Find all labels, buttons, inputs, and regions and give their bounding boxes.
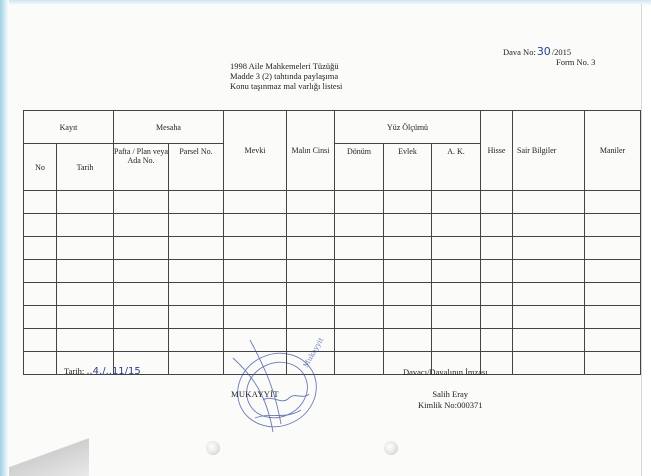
table-cell — [224, 283, 287, 306]
table-cell — [585, 329, 641, 352]
table-cell — [335, 191, 384, 214]
header-maniler: Maniler — [585, 111, 641, 191]
table-cell — [57, 260, 114, 283]
header-parsel — [169, 144, 224, 191]
table-cell — [335, 237, 384, 260]
table-cell — [224, 260, 287, 283]
table-cell — [335, 283, 384, 306]
table-cell — [513, 283, 585, 306]
table-cell — [335, 352, 384, 375]
table-cell — [114, 306, 169, 329]
table-cell — [585, 260, 641, 283]
table-cell — [432, 260, 481, 283]
table-cell — [169, 237, 224, 260]
table-cell — [335, 306, 384, 329]
header-donum-label: Dönüm — [347, 147, 371, 156]
title-line-1: 1998 Aile Mahkemeleri Tüzüğü — [230, 61, 339, 71]
table-cell — [114, 191, 169, 214]
table-row — [24, 260, 641, 283]
plaintiff-signature-label: Davacı/Davalının İmzası — [403, 367, 488, 377]
scan-edge-left — [0, 0, 9, 476]
table-cell — [24, 306, 57, 329]
table-row — [24, 306, 641, 329]
seal-text: Mukayyit — [301, 336, 326, 369]
table-cell — [481, 260, 513, 283]
table-cell — [57, 283, 114, 306]
signer-name: Salih Eray — [432, 389, 469, 399]
table-cell — [57, 306, 114, 329]
table-cell — [384, 191, 432, 214]
case-number-label: Dava No: — [503, 47, 536, 57]
table-cell — [513, 214, 585, 237]
table-cell — [287, 260, 335, 283]
table-cell — [481, 237, 513, 260]
table-cell — [384, 329, 432, 352]
title-line-3: Konu taşınmaz mal varlığı listesi — [230, 81, 343, 91]
table-cell — [384, 306, 432, 329]
mukayyit-label: MUKAYYİT — [231, 389, 279, 399]
table-cell — [384, 214, 432, 237]
table-cell — [57, 237, 114, 260]
table-cell — [114, 260, 169, 283]
table-row — [24, 283, 641, 306]
signer-block — [418, 389, 482, 411]
date-value: ..4./..11/15 — [86, 366, 141, 377]
header-pafta-label: Pafta / Plan veya Ada No. — [114, 147, 168, 165]
table-cell — [432, 283, 481, 306]
table-cell — [585, 352, 641, 375]
table-cell — [335, 329, 384, 352]
table-cell — [24, 237, 57, 260]
table-cell — [513, 352, 585, 375]
table-cell — [481, 306, 513, 329]
header-ak — [432, 144, 481, 191]
table-cell — [585, 237, 641, 260]
table-row — [24, 237, 641, 260]
page-fold — [9, 420, 89, 476]
table-cell — [57, 329, 114, 352]
case-year: /2015 — [551, 47, 572, 57]
form-number: Form No. 3 — [556, 57, 596, 67]
official-seal-signature — [215, 328, 335, 438]
header-tarih: Tarih — [57, 144, 114, 191]
table-cell — [432, 329, 481, 352]
header-mesaha: Mesaha — [114, 111, 224, 144]
header-kayit: Kayıt — [24, 111, 114, 144]
table-cell — [24, 214, 57, 237]
date-label: Tarih: — [64, 366, 85, 376]
document-title — [230, 61, 342, 91]
header-yuz-olcumu: Yüz Ölçümü — [335, 111, 481, 144]
table-cell — [287, 191, 335, 214]
table-cell — [432, 214, 481, 237]
table-cell — [24, 329, 57, 352]
table-cell — [24, 352, 57, 375]
header-parsel-label: Parsel No. — [179, 147, 213, 156]
table-cell — [432, 237, 481, 260]
table-cell — [114, 214, 169, 237]
table-cell — [287, 214, 335, 237]
header-pafta — [114, 144, 169, 191]
table-cell — [585, 214, 641, 237]
table-cell — [481, 191, 513, 214]
case-number-handwritten: 30 — [536, 45, 551, 58]
header-evlek — [384, 144, 432, 191]
punch-hole — [206, 441, 220, 455]
table-cell — [481, 214, 513, 237]
table-cell — [287, 306, 335, 329]
table-cell — [513, 329, 585, 352]
table-cell — [57, 214, 114, 237]
header-malin-cinsi: Malın Cinsi — [287, 111, 335, 191]
table-cell — [513, 191, 585, 214]
table-cell — [169, 306, 224, 329]
table-cell — [513, 260, 585, 283]
table-cell — [287, 237, 335, 260]
table-cell — [513, 306, 585, 329]
table-cell — [114, 329, 169, 352]
table-cell — [432, 306, 481, 329]
table-cell — [224, 191, 287, 214]
table-cell — [335, 260, 384, 283]
table-cell — [335, 214, 384, 237]
table-cell — [432, 191, 481, 214]
table-cell — [585, 306, 641, 329]
table-cell — [481, 329, 513, 352]
table-cell — [169, 283, 224, 306]
table-cell — [585, 283, 641, 306]
table-cell — [24, 191, 57, 214]
table-cell — [481, 283, 513, 306]
table-cell — [169, 260, 224, 283]
header-hisse: Hisse — [481, 111, 513, 191]
date-line — [64, 366, 141, 377]
table-cell — [224, 306, 287, 329]
table-cell — [114, 283, 169, 306]
table-cell — [169, 214, 224, 237]
header-evlek-label: Evlek — [398, 147, 417, 156]
header-donum — [335, 144, 384, 191]
table-cell — [224, 237, 287, 260]
signer-id: Kimlik No:000371 — [418, 400, 483, 410]
table-cell — [585, 191, 641, 214]
table-cell — [513, 237, 585, 260]
table-row — [24, 191, 641, 214]
table-cell — [224, 214, 287, 237]
table-row — [24, 214, 641, 237]
table-cell — [24, 283, 57, 306]
header-mevki: Mevki — [224, 111, 287, 191]
header-ak-label: A. K. — [447, 147, 465, 156]
header-sair-bilgiler: Sair Bilgiler — [513, 111, 585, 191]
table-cell — [287, 283, 335, 306]
table-cell — [384, 237, 432, 260]
table-cell — [114, 237, 169, 260]
title-line-2: Madde 3 (2) tahtında paylaşıma — [230, 71, 339, 81]
table-cell — [384, 260, 432, 283]
table-cell — [24, 260, 57, 283]
punch-hole — [384, 441, 398, 455]
table-cell — [384, 283, 432, 306]
header-no: No — [24, 144, 57, 191]
table-cell — [57, 191, 114, 214]
table-cell — [169, 191, 224, 214]
